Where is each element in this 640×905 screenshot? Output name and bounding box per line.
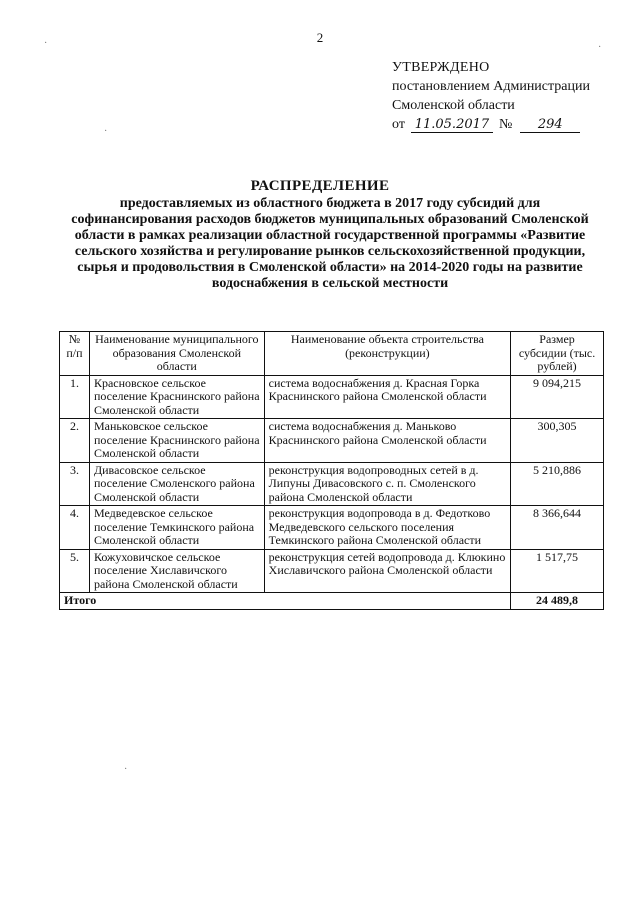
distribution-table xyxy=(59,331,604,610)
approval-line-1: постановлением Администрации xyxy=(392,79,590,94)
row-object: система водоснабжения д. Красная Горка Краснинского района Смоленской области xyxy=(264,375,510,419)
scan-speck: · xyxy=(598,42,602,53)
row-municipality: Красновское сельское поселение Краснинского района Смоленской области xyxy=(89,375,264,419)
table-header-row xyxy=(60,332,604,376)
row-municipality: Дивасовское сельское поселение Смоленского района Смоленской области xyxy=(89,462,264,506)
row-amount: 300,305 xyxy=(511,419,604,463)
page-number: 2 xyxy=(316,30,324,45)
row-amount: 9 094,215 xyxy=(511,375,604,419)
header-amount: Размер субсидии (тыс. рублей) xyxy=(511,332,604,376)
number-label: № xyxy=(498,117,513,132)
row-municipality: Кожуховичское сельское поселение Хиславичского района Смоленской области xyxy=(89,549,264,593)
approval-stamp-block xyxy=(392,58,590,134)
total-label: Итого xyxy=(60,593,511,610)
row-num: 4. xyxy=(60,506,90,550)
total-amount: 24 489,8 xyxy=(511,593,604,610)
scan-speck: · xyxy=(44,38,48,49)
scan-speck: · xyxy=(124,764,128,775)
row-num: 3. xyxy=(60,462,90,506)
header-municipality: Наименование муниципального образования Смоленской области xyxy=(89,332,264,376)
row-object: реконструкция сетей водопровода д. Клюкино Хиславичского района Смоленской области xyxy=(264,549,510,593)
row-num: 2. xyxy=(60,419,90,463)
table-row xyxy=(60,506,604,550)
row-municipality: Маньковское сельское поселение Краснинского района Смоленской области xyxy=(89,419,264,463)
table-row xyxy=(60,462,604,506)
row-municipality: Медведевское сельское поселение Темкинского района Смоленской области xyxy=(89,506,264,550)
table-row xyxy=(60,549,604,593)
approval-title: УТВЕРЖДЕНО xyxy=(392,60,490,75)
row-amount: 8 366,644 xyxy=(511,506,604,550)
handwritten-number: 294 xyxy=(520,118,580,133)
from-label: от xyxy=(392,117,405,132)
table-row xyxy=(60,375,604,419)
row-amount: 5 210,886 xyxy=(511,462,604,506)
header-object: Наименование объекта строительства (реконструкции) xyxy=(264,332,510,376)
row-amount: 1 517,75 xyxy=(511,549,604,593)
table-total-row xyxy=(60,593,604,610)
header-num: № п/п xyxy=(60,332,90,376)
approval-date-number-line xyxy=(392,115,590,134)
table-row xyxy=(60,419,604,463)
row-object: система водоснабжения д. Маньково Краснинского района Смоленской области xyxy=(264,419,510,463)
row-object: реконструкция водопровода в д. Федотково Медведевского сельского поселения Темкинского района Смоленской области xyxy=(264,506,510,550)
scan-speck: · xyxy=(104,126,108,137)
document-title: РАСПРЕДЕЛЕНИЕ xyxy=(250,178,390,194)
document-subtitle: предоставляемых из областного бюджета в 2017 году субсидий для софинансирования расходов бюджетов муниципальных образований Смоленской области в рамках реализации областной государственной программы «Развитие сельского хозяйства и регулирование рынков сельскохозяйственной продукции, сырья и продовольствия в Смоленской области» на 2014-2020 годы на развитие водоснабжения в сельской местности xyxy=(71,196,589,291)
approval-line-2: Смоленской области xyxy=(392,98,515,113)
handwritten-date: 11.05.2017 xyxy=(411,118,493,133)
row-object: реконструкция водопроводных сетей в д. Липуны Дивасовского с. п. Смоленского района Смоленской области xyxy=(264,462,510,506)
row-num: 1. xyxy=(60,375,90,419)
row-num: 5. xyxy=(60,549,90,593)
